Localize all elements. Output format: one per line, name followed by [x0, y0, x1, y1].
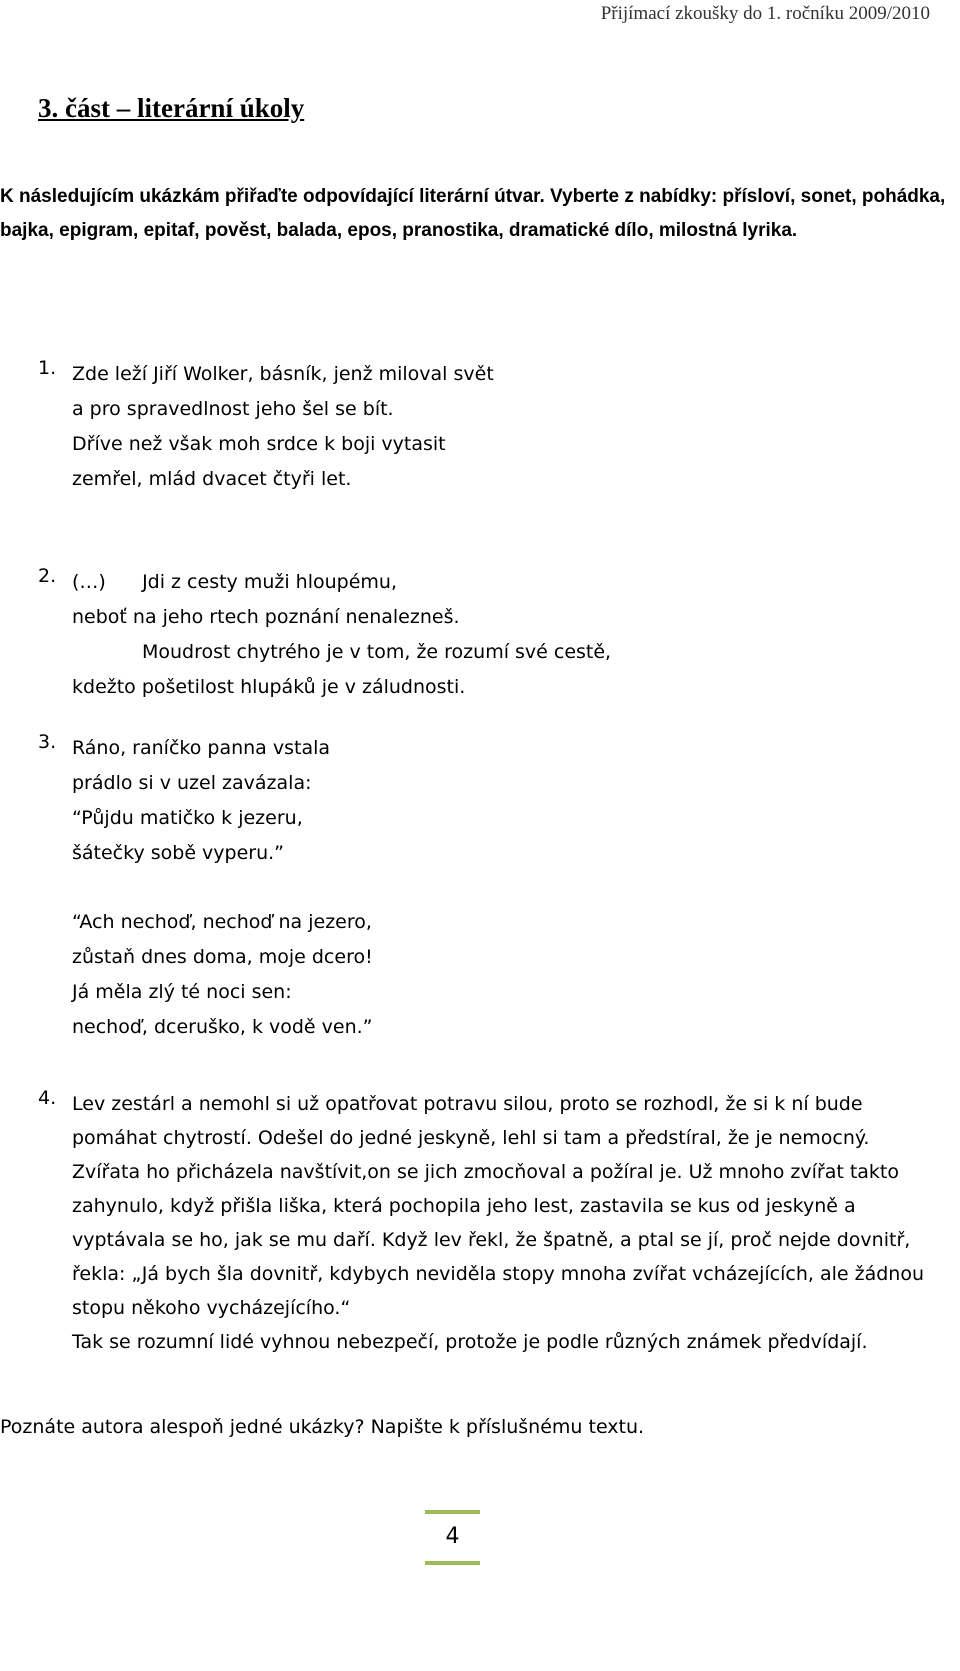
excerpt-number: 3.: [38, 731, 57, 753]
stanza-1: [72, 731, 953, 871]
excerpt-number: 2.: [38, 565, 57, 587]
page-header: Přijímací zkoušky do 1. ročníku 2009/2010: [600, 3, 930, 24]
page-number-box: [425, 1510, 480, 1565]
excerpt-line: (…) Jdi z cesty muži hloupému,: [72, 571, 397, 593]
section-title: 3. část – literární úkoly: [38, 93, 305, 123]
excerpt-line: zemřel, mlád dvacet čtyři let.: [72, 468, 352, 490]
excerpt-3: [38, 731, 953, 1045]
excerpt-line: “Půjdu matičko k jezeru,: [72, 807, 303, 829]
excerpt-line: zůstaň dnes doma, moje dcero!: [72, 946, 373, 968]
fable-moral: Tak se rozumní lidé vyhnou nebezpečí, protože je podle různých známek předvídají.: [72, 1331, 868, 1353]
instructions-options: přísloví, sonet, pohádka, bajka, epigram, epitaf, pověst, balada, epos, pranostika, dramatické dílo, milostná lyrika.: [0, 186, 946, 241]
instructions: [0, 180, 950, 248]
excerpt-number: 4.: [38, 1087, 57, 1109]
excerpt-1: [38, 357, 953, 497]
fable-paragraph: Lev zestárl a nemohl si už opatřovat potravu silou, proto se rozhodl, že si k ní bude pomáhat chytrostí. Odešel do jedné jeskyně, lehl si tam a předstíral, že je nemocný. Zvířata ho přicházela navštívit,on se jich zmocňoval a požíral je. Už mnoho zvířat takto zahynulo, když přišla liška, která pochopila jeho lest, zastavila se kus od jeskyně a vyptávala se ho, jak se mu daří. Když lev řekl, že špatně, a ptal se jí, proč nejde dovnitř, řekla: „Já bych šla dovnitř, kdybych neviděla stopy mnoha zvířat vcházejících, ale žádnou stopu někoho vycházejícího.“: [72, 1093, 924, 1319]
excerpt-line: Dříve než však moh srdce k boji vytasit: [72, 433, 446, 455]
excerpt-line: šátečky sobě vyperu.”: [72, 842, 285, 864]
instructions-lead: K následujícím ukázkám přiřaďte odpovídající literární útvar. Vyberte z nabídky:: [0, 186, 718, 207]
excerpt-line: a pro spravedlnost jeho šel se bít.: [72, 398, 394, 420]
excerpt-line: prádlo si v uzel zavázala:: [72, 772, 312, 794]
page-number: 4: [445, 1524, 460, 1549]
stanza-2: [72, 905, 953, 1045]
page-number-rule-top: [425, 1510, 480, 1514]
page-number-rule-bottom: [425, 1561, 480, 1565]
excerpt-line: kdežto pošetilost hlupáků je v záludnosti.: [72, 676, 466, 698]
author-question: Poznáte autora alespoň jedné ukázky? Napište k příslušnému textu.: [0, 1416, 645, 1438]
excerpt-line: Ráno, raníčko panna vstala: [72, 737, 331, 759]
excerpt-4: [38, 1087, 953, 1359]
excerpt-line: Moudrost chytrého je v tom, že rozumí své cestě,: [142, 641, 612, 663]
excerpt-line: neboť na jeho rtech poznání nenalezneš.: [72, 606, 460, 628]
excerpt-number: 1.: [38, 357, 57, 379]
excerpt-line: Zde leží Jiří Wolker, básník, jenž miloval svět: [72, 363, 494, 385]
excerpt-line: nechoď, dceruško, k vodě ven.”: [72, 1016, 373, 1038]
excerpt-line: Já měla zlý té noci sen:: [72, 981, 292, 1003]
excerpt-line: “Ach nechoď, nechoď na jezero,: [72, 911, 372, 933]
excerpt-2: [38, 565, 953, 705]
